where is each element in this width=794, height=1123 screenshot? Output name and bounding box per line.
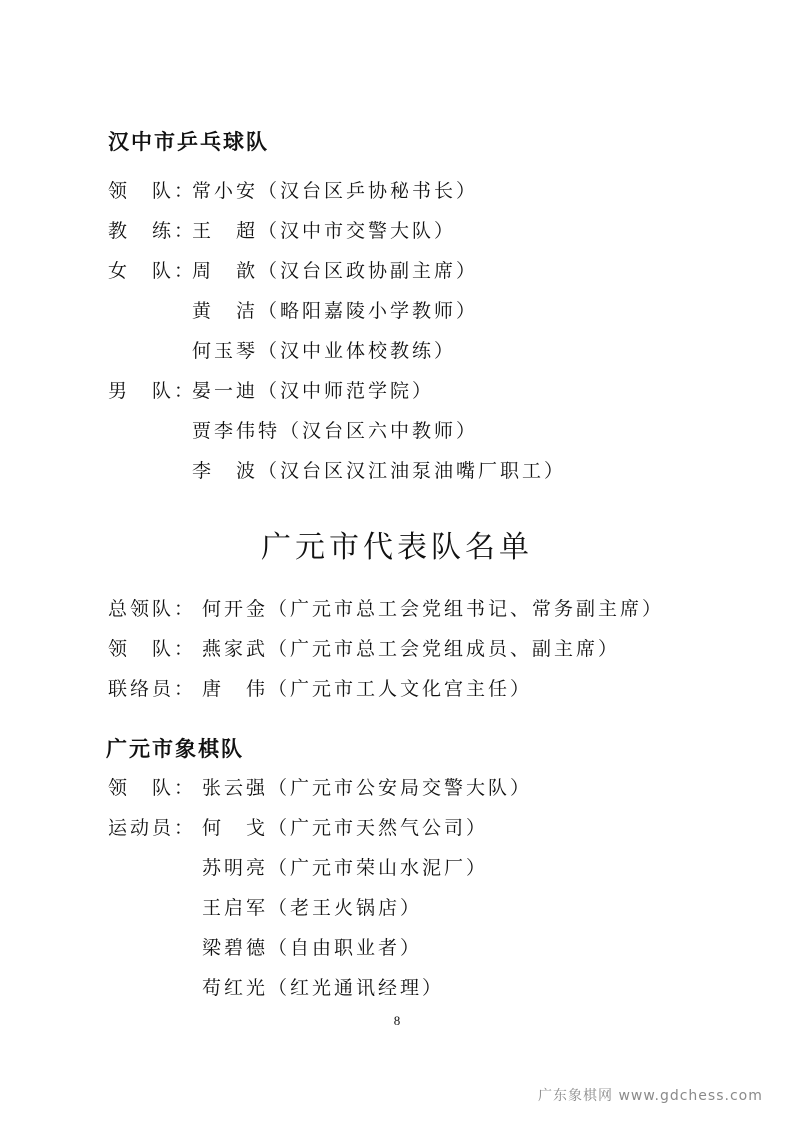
row-label: 领 队： bbox=[108, 180, 197, 202]
row-label: 领 队： bbox=[108, 777, 197, 799]
row-label: 领 队： bbox=[108, 638, 197, 660]
row-value: 梁碧德（自由职业者） bbox=[202, 937, 423, 959]
row-value: 张云强（广元市公安局交警大队） bbox=[202, 777, 533, 799]
row-label: 女 队： bbox=[108, 260, 197, 282]
row-value: 周 歆（汉台区政协副主席） bbox=[192, 260, 479, 282]
row-value: 唐 伟（广元市工人文化宫主任） bbox=[202, 678, 533, 700]
guangyuan-list-title: 广元市代表队名单 bbox=[261, 530, 533, 565]
page-number: 8 bbox=[393, 1013, 401, 1028]
watermark: 广东象棋网 www.gdchess.com bbox=[538, 1088, 763, 1104]
row-value: 晏一迪（汉中师范学院） bbox=[192, 380, 435, 402]
row-value: 何 戈（广元市天然气公司） bbox=[202, 817, 489, 839]
guangyuan-chess-section-title: 广元市象棋队 bbox=[106, 737, 244, 761]
row-value: 黄 洁（略阳嘉陵小学教师） bbox=[192, 300, 479, 322]
row-value: 燕家武（广元市总工会党组成员、副主席） bbox=[202, 638, 621, 660]
row-value: 王启军（老王火锅店） bbox=[202, 897, 423, 919]
row-value: 王 超（汉中市交警大队） bbox=[192, 220, 457, 242]
hanzhong-section-title: 汉中市乒乓球队 bbox=[108, 130, 269, 154]
row-label: 运动员： bbox=[108, 817, 197, 839]
row-value: 何玉琴（汉中业体校教练） bbox=[192, 340, 457, 362]
row-value: 苟红光（红光通讯经理） bbox=[202, 977, 445, 999]
row-value: 李 波（汉台区汉江油泵油嘴厂职工） bbox=[192, 460, 567, 482]
row-label: 联络员： bbox=[108, 678, 197, 700]
row-label: 总领队： bbox=[108, 598, 197, 620]
row-value: 苏明亮（广元市荣山水泥厂） bbox=[202, 857, 489, 879]
row-value: 常小安（汉台区乒协秘书长） bbox=[192, 180, 479, 202]
row-label: 男 队： bbox=[108, 380, 197, 402]
row-value: 何开金（广元市总工会党组书记、常务副主席） bbox=[202, 598, 665, 620]
row-value: 贾李伟特（汉台区六中教师） bbox=[192, 420, 479, 442]
row-label: 教 练： bbox=[108, 220, 197, 242]
